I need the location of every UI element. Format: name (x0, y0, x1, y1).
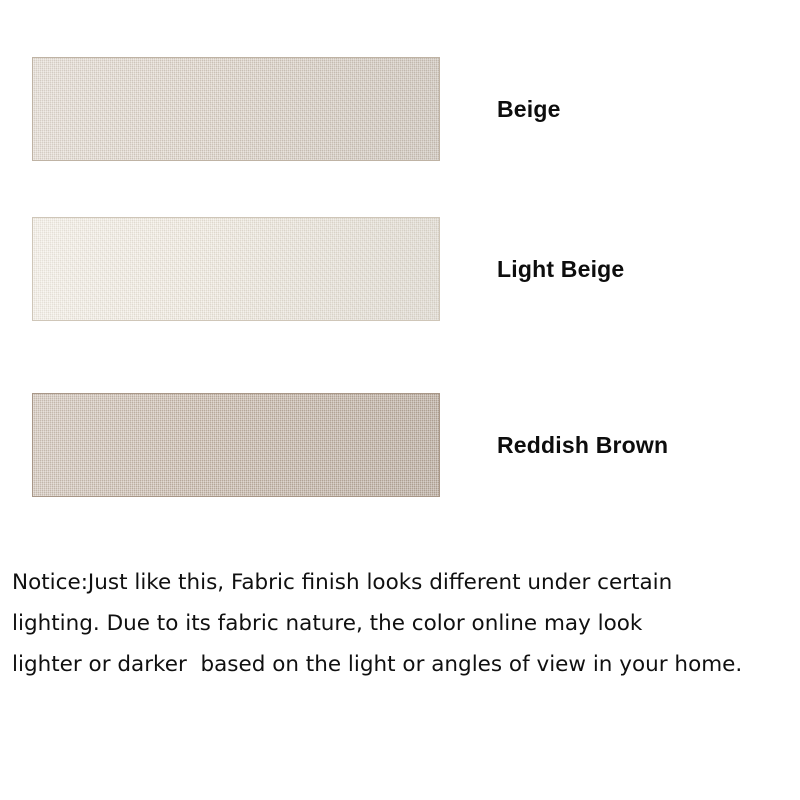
swatch-row-light-beige (0, 214, 800, 324)
swatch-row-beige (0, 54, 800, 164)
notice-line-1: Notice:Just like this, Fabric finish looks different under certain (12, 570, 673, 595)
swatch-beige (32, 57, 440, 161)
fabric-texture-overlay (33, 218, 439, 320)
fabric-sheen-overlay (33, 58, 439, 160)
fabric-texture-overlay (33, 58, 439, 160)
swatch-label-reddish-brown: Reddish Brown (497, 431, 669, 458)
notice-line-2: lighting. Due to its fabric nature, the color online may look (12, 611, 643, 636)
swatch-light-beige (32, 217, 440, 321)
swatch-reddish-brown (32, 393, 440, 497)
fabric-texture-overlay (33, 394, 439, 496)
notice-line-3: lighter or darker based on the light or angles of view in your home. (12, 652, 743, 677)
fabric-sheen-overlay (33, 218, 439, 320)
notice-text (12, 562, 792, 685)
fabric-sheen-overlay (33, 394, 439, 496)
swatch-label-beige: Beige (497, 95, 561, 122)
swatch-row-reddish-brown (0, 390, 800, 500)
swatch-label-light-beige: Light Beige (497, 255, 625, 282)
